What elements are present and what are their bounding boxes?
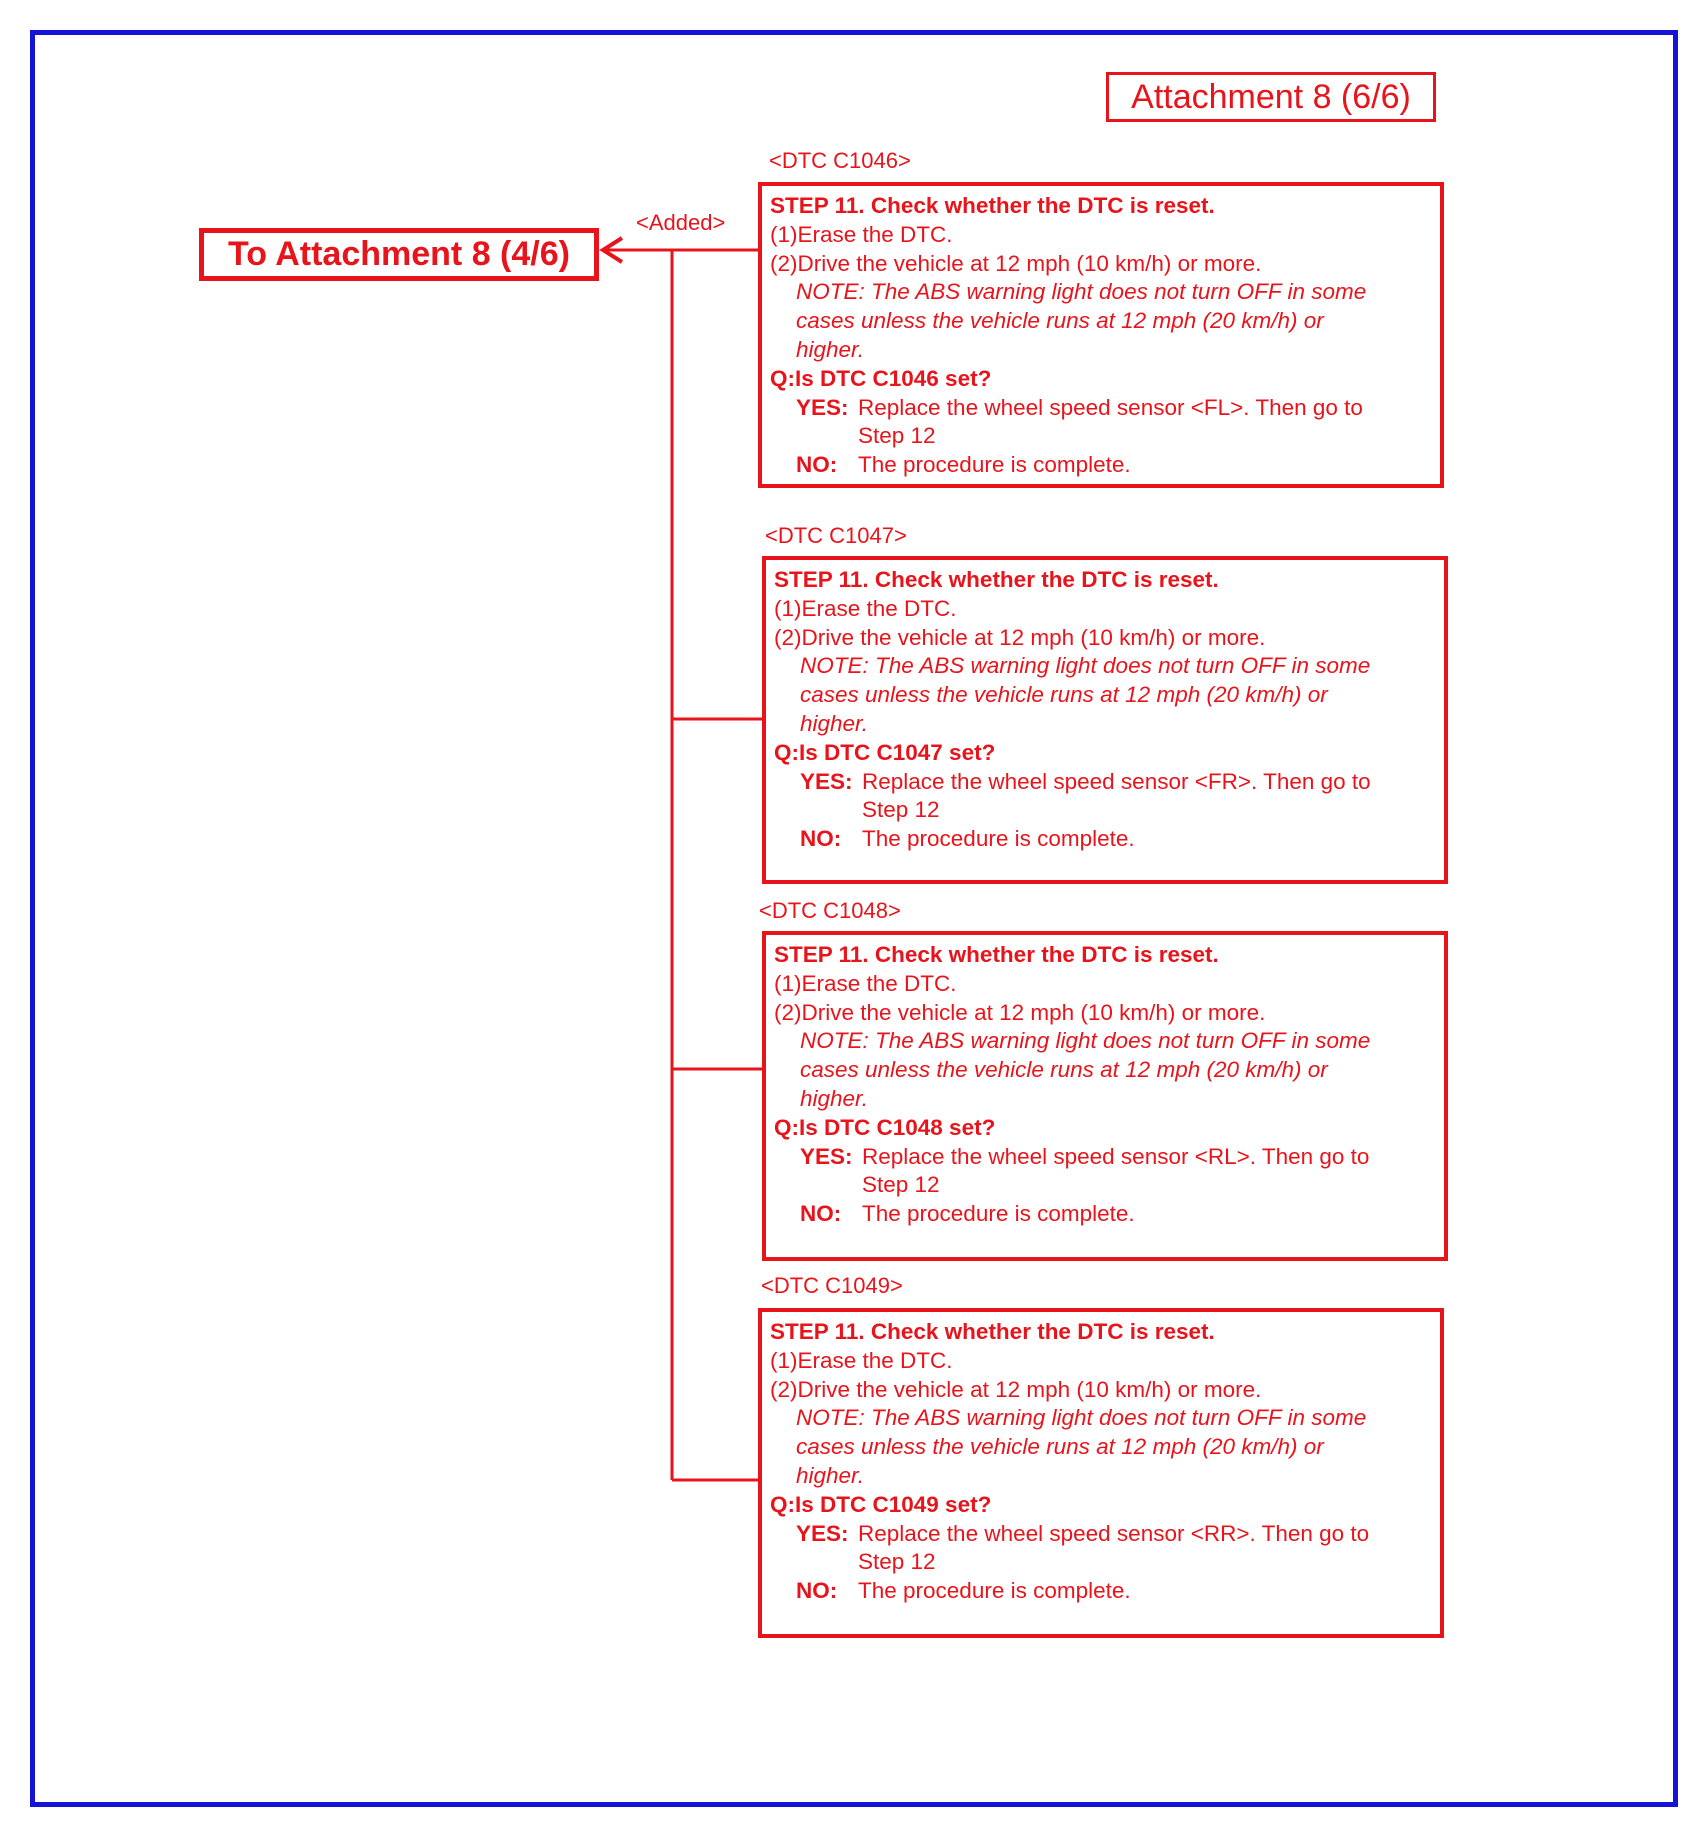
step-line: (2)Drive the vehicle at 12 mph (10 km/h) or more.: [770, 1376, 1262, 1402]
step-title: STEP 11. Check whether the DTC is reset.: [770, 1319, 1215, 1344]
note-line: higher.: [800, 710, 868, 736]
note-line: higher.: [796, 336, 864, 362]
no-label: NO:: [800, 826, 842, 852]
no-text: The procedure is complete.: [858, 452, 1131, 478]
question: Q:Is DTC C1049 set?: [770, 1491, 992, 1517]
dtc-label: <DTC C1048>: [759, 898, 901, 923]
yes-answer: [774, 768, 1436, 826]
yes-answer: [774, 1143, 1436, 1201]
no-label: NO:: [796, 452, 838, 478]
note-line: NOTE: The ABS warning light does not turn OFF in some: [796, 1405, 1367, 1431]
step-title: STEP 11. Check whether the DTC is reset.: [770, 193, 1215, 218]
step-line: (1)Erase the DTC.: [770, 221, 953, 247]
question: Q:Is DTC C1048 set?: [774, 1114, 996, 1140]
no-label: NO:: [796, 1578, 838, 1604]
question: Q:Is DTC C1047 set?: [774, 739, 996, 765]
yes-answer: [770, 394, 1432, 452]
note-line: NOTE: The ABS warning light does not turn OFF in some: [800, 1028, 1371, 1054]
yes-label: YES:: [800, 768, 853, 794]
yes-label: YES:: [800, 1143, 853, 1169]
yes-text: Replace the wheel speed sensor <RR>. Then go to Step 12: [858, 1520, 1370, 1575]
step-box-c1046: [758, 182, 1444, 488]
yes-label: YES:: [796, 394, 849, 420]
step-line: (2)Drive the vehicle at 12 mph (10 km/h) or more.: [770, 250, 1262, 276]
added-label: <Added>: [636, 210, 726, 235]
step-box-c1049: [758, 1308, 1444, 1638]
yes-text: Replace the wheel speed sensor <FR>. Then go to Step 12: [862, 768, 1371, 823]
no-label: NO:: [800, 1201, 842, 1227]
yes-text: Replace the wheel speed sensor <RL>. Then go to Step 12: [862, 1143, 1370, 1198]
no-answer: [774, 825, 1436, 854]
no-text: The procedure is complete.: [858, 1578, 1131, 1604]
no-answer: [770, 451, 1432, 480]
yes-label: YES:: [796, 1520, 849, 1546]
note-line: higher.: [800, 1085, 868, 1111]
attachment-label: Attachment 8 (6/6): [1106, 72, 1436, 122]
dtc-label: <DTC C1047>: [765, 523, 907, 548]
dtc-label: <DTC C1046>: [769, 148, 911, 173]
yes-text: Replace the wheel speed sensor <FL>. Then go to Step 12: [858, 394, 1363, 449]
note-line: cases unless the vehicle runs at 12 mph (20 km/h) or: [796, 308, 1324, 334]
no-text: The procedure is complete.: [862, 1201, 1135, 1227]
link-to-attachment[interactable]: To Attachment 8 (4/6): [199, 228, 599, 281]
question: Q:Is DTC C1046 set?: [770, 365, 992, 391]
note-line: cases unless the vehicle runs at 12 mph (20 km/h) or: [800, 682, 1328, 708]
step-box-c1047: [762, 556, 1448, 884]
no-answer: [774, 1200, 1436, 1229]
step-line: (1)Erase the DTC.: [770, 1347, 953, 1373]
step-line: (2)Drive the vehicle at 12 mph (10 km/h) or more.: [774, 999, 1266, 1025]
step-line: (1)Erase the DTC.: [774, 595, 957, 621]
step-line: (1)Erase the DTC.: [774, 970, 957, 996]
note-line: cases unless the vehicle runs at 12 mph (20 km/h) or: [800, 1057, 1328, 1083]
note-line: cases unless the vehicle runs at 12 mph (20 km/h) or: [796, 1434, 1324, 1460]
dtc-label: <DTC C1049>: [761, 1273, 903, 1298]
note-line: higher.: [796, 1462, 864, 1488]
step-title: STEP 11. Check whether the DTC is reset.: [774, 567, 1219, 592]
note-line: NOTE: The ABS warning light does not turn OFF in some: [796, 279, 1367, 305]
step-box-c1048: [762, 931, 1448, 1261]
no-text: The procedure is complete.: [862, 826, 1135, 852]
step-line: (2)Drive the vehicle at 12 mph (10 km/h) or more.: [774, 624, 1266, 650]
no-answer: [770, 1577, 1432, 1606]
step-title: STEP 11. Check whether the DTC is reset.: [774, 942, 1219, 967]
yes-answer: [770, 1520, 1432, 1578]
note-line: NOTE: The ABS warning light does not turn OFF in some: [800, 653, 1371, 679]
